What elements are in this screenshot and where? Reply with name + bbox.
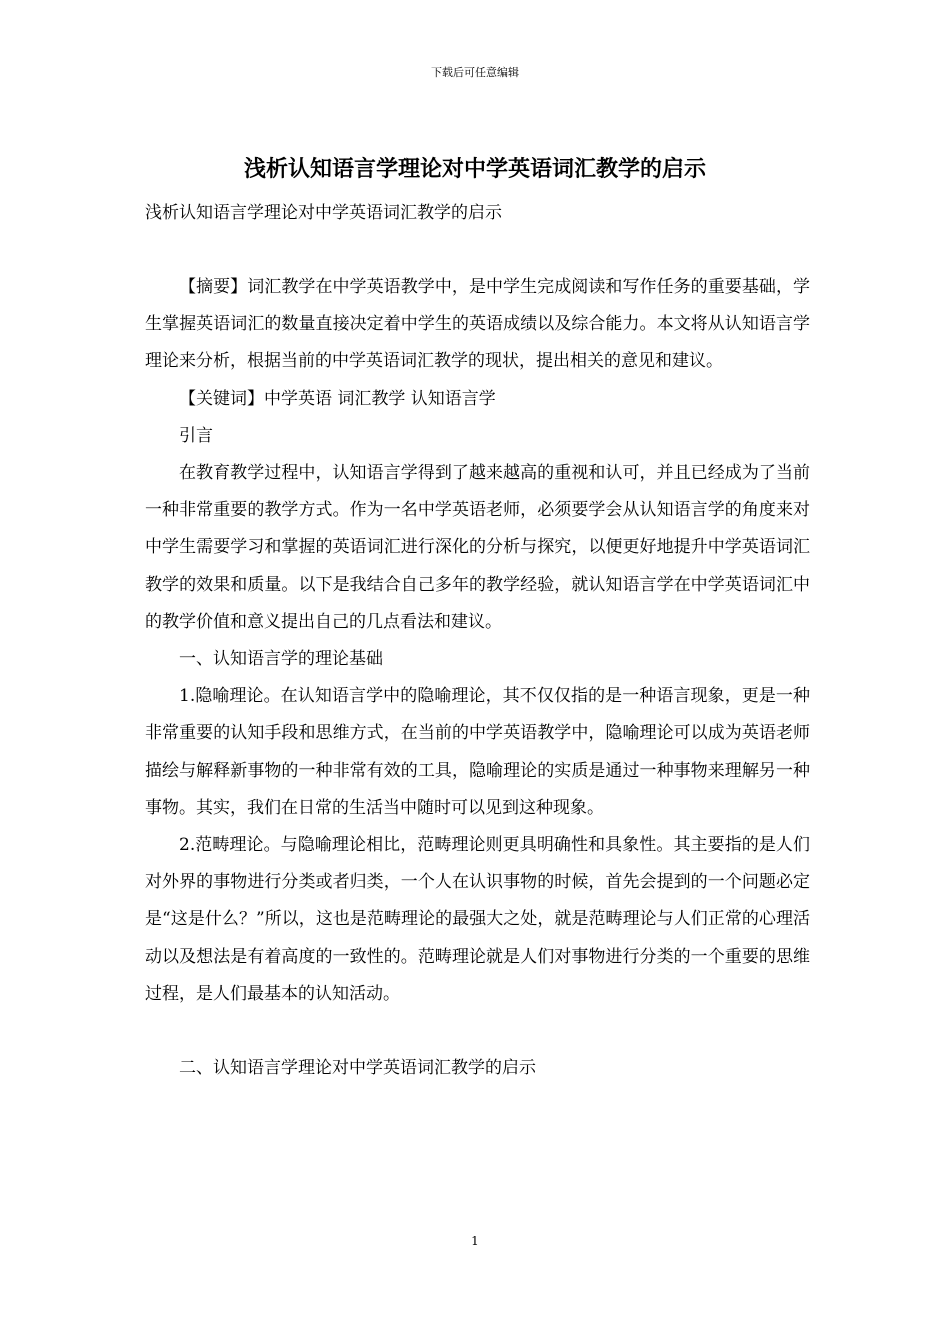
section-1-heading: 一、认知语言学的理论基础	[179, 649, 383, 670]
document-body	[145, 269, 810, 1087]
section-spacer	[145, 1013, 810, 1050]
keywords-line: 【关键词】中学英语 词汇教学 认知语言学	[179, 388, 496, 409]
intro-paragraph: 在教育教学过程中，认知语言学得到了越来越高的重视和认可，并且已经成为了当前一种非常重要的教学方式。作为一名中学英语老师，必须要学会从认知语言学的角度来对中学生需要学习和掌握的英语词汇进行深化的分析与探究，以便更好地提升中学英语词汇教学的效果和质量。以下是我结合自己多年的教学经验，就认知语言学在中学英语词汇中的教学价值和意义提出自己的几点看法和建议。	[145, 463, 810, 632]
section-2-heading: 二、认知语言学理论对中学英语词汇教学的启示	[179, 1058, 536, 1079]
category-theory-paragraph: 2.范畴理论。与隐喻理论相比，范畴理论则更具明确性和具象性。其主要指的是人们对外界的事物进行分类或者归类，一个人在认识事物的时候，首先会提到的一个问题必定是“这是什么？”所以，这也是范畴理论的最强大之处，就是范畴理论与人们正常的心理活动以及想法是有着高度的一致性的。范畴理论就是人们对事物进行分类的一个重要的思维过程，是人们最基本的认知活动。	[145, 835, 810, 1004]
intro-heading: 引言	[179, 425, 213, 446]
metaphor-theory-paragraph: 1.隐喻理论。在认知语言学中的隐喻理论，其不仅仅指的是一种语言现象，更是一种非常重要的认知手段和思维方式，在当前的中学英语教学中，隐喻理论可以成为英语老师描绘与解释新事物的一种非常有效的工具，隐喻理论的实质是通过一种事物来理解另一种事物。其实，我们在日常的生活当中随时可以见到这种现象。	[145, 686, 810, 818]
document-subtitle: 浅析认知语言学理论对中学英语词汇教学的启示	[145, 203, 502, 223]
header-note: 下载后可任意编辑	[431, 66, 519, 79]
page-number: 1	[471, 1234, 479, 1248]
abstract-paragraph: 【摘要】词汇教学在中学英语教学中，是中学生完成阅读和写作任务的重要基础，学生掌握英语词汇的数量直接决定着中学生的英语成绩以及综合能力。本文将从认知语言学理论来分析，根据当前的中学英语词汇教学的现状，提出相关的意见和建议。	[145, 277, 810, 372]
document-title: 浅析认知语言学理论对中学英语词汇教学的启示	[243, 156, 706, 182]
